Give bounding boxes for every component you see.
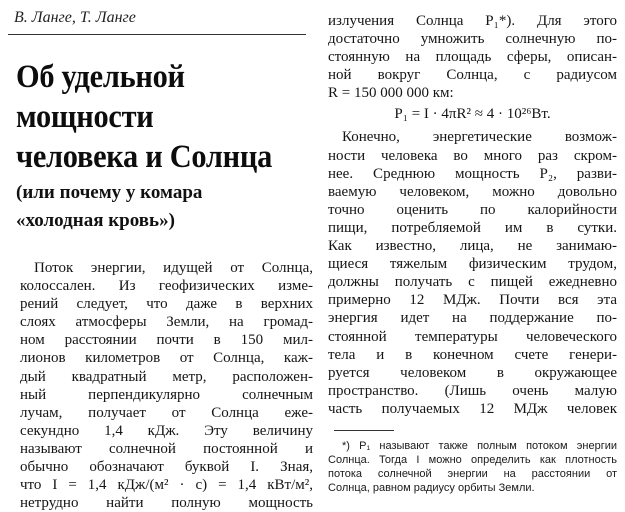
footnote-rule xyxy=(334,430,394,431)
article-authors: В. Ланге, Т. Ланге xyxy=(14,9,136,26)
footnote-line: потока солнечной энергии на расстоянии от xyxy=(328,467,617,480)
text-line: ности человека во много раз скром- xyxy=(328,147,617,164)
title-line: мощности xyxy=(16,99,154,135)
subtitle-line: «холодная кровь») xyxy=(16,210,175,231)
text-line: излучения Солнца P₁*). Для этого xyxy=(328,13,617,29)
text-line: тела и в конечном счете генери- xyxy=(328,346,617,363)
text-line: ваемую человеком, можно довольно xyxy=(328,183,617,200)
text-line: часть получаемых 12 МДж человек xyxy=(328,400,617,417)
text-line: ной вокруг Солнца, с радиусом xyxy=(328,67,617,84)
text-line: примерно 12 МДж. Почти вся эта xyxy=(328,292,617,309)
text-line: ный перпендикулярно солнечным xyxy=(20,386,313,403)
text-line: пространство. (Лишь очень малую xyxy=(328,382,617,399)
footnote xyxy=(328,439,617,495)
text-line: Как известно, лица, не занимаю- xyxy=(328,238,617,255)
text-line: лионов километров от Солнца, каж- xyxy=(20,350,313,367)
text-line: должны получать с пищей ежедневно xyxy=(328,274,617,291)
title-line: человека и Солнца xyxy=(16,139,273,175)
left-body-text xyxy=(8,259,313,512)
title-line: Об удельной xyxy=(16,59,185,95)
text-line: слоях атмосферы Земли, на громад- xyxy=(20,314,313,331)
text-line: руется человеком в окружающее xyxy=(328,364,617,381)
text-line: энергия идет на поддержание по- xyxy=(328,310,617,327)
article-subtitle xyxy=(8,181,313,233)
text-line: стоянной температуры человеческого xyxy=(328,328,617,345)
text-line: Конечно, энергетические возмож- xyxy=(342,129,617,146)
text-line: дый квадратный метр, расположен- xyxy=(20,368,313,385)
text-line: нее. Среднюю мощность P₂, разви- xyxy=(328,165,617,182)
header-rule xyxy=(8,34,306,35)
left-column xyxy=(8,8,313,512)
text-line: лучам, получает от Солнца еже- xyxy=(20,404,313,421)
text-line: щиеся тяжелым физическим трудом, xyxy=(328,256,617,273)
text-line: пищи, потребляемой им в сутки. xyxy=(328,219,617,236)
right-column xyxy=(328,12,617,495)
footnote-line: *) P₁ называют также полным потоком энергии xyxy=(342,439,617,452)
text-line: стоянную на площадь сферы, описан- xyxy=(328,49,617,66)
text-line: обычно обозначают буквой I. Зная, xyxy=(20,459,313,476)
text-line: R = 150 000 000 км: xyxy=(328,85,454,102)
solar-power-formula: P₁ = I · 4πR² ≈ 4 · 10²⁶Вт. xyxy=(394,106,551,123)
article-title xyxy=(8,57,313,177)
footnote-line: Солнца. Тогда I можно определить как плотность xyxy=(328,453,617,466)
text-line: Поток энергии, идущей от Солнца, xyxy=(34,260,313,276)
text-line: точно оценить по калорийности xyxy=(328,201,617,218)
text-line: достаточно умножить солнечную по- xyxy=(328,31,617,48)
footnote-line: Солнца, равном радиусу орбиты Земли. xyxy=(328,481,535,494)
text-line: называют солнечной постоянной и xyxy=(20,440,313,457)
text-line: нетрудно найти полную мощность xyxy=(20,495,313,512)
text-line: что I = 1,4 кДж/(м² · с) = 1,4 кВт/м², xyxy=(20,477,313,494)
text-line: секундно 1,4 кДж. Эту величину xyxy=(20,422,313,439)
text-line: колоссален. Из геофизических изме- xyxy=(20,278,313,295)
text-line: ном расстоянии почти в 150 мил- xyxy=(20,332,313,349)
subtitle-line: (или почему у комара xyxy=(16,182,203,203)
text-line: рений следует, что даже в верхних xyxy=(20,296,313,313)
